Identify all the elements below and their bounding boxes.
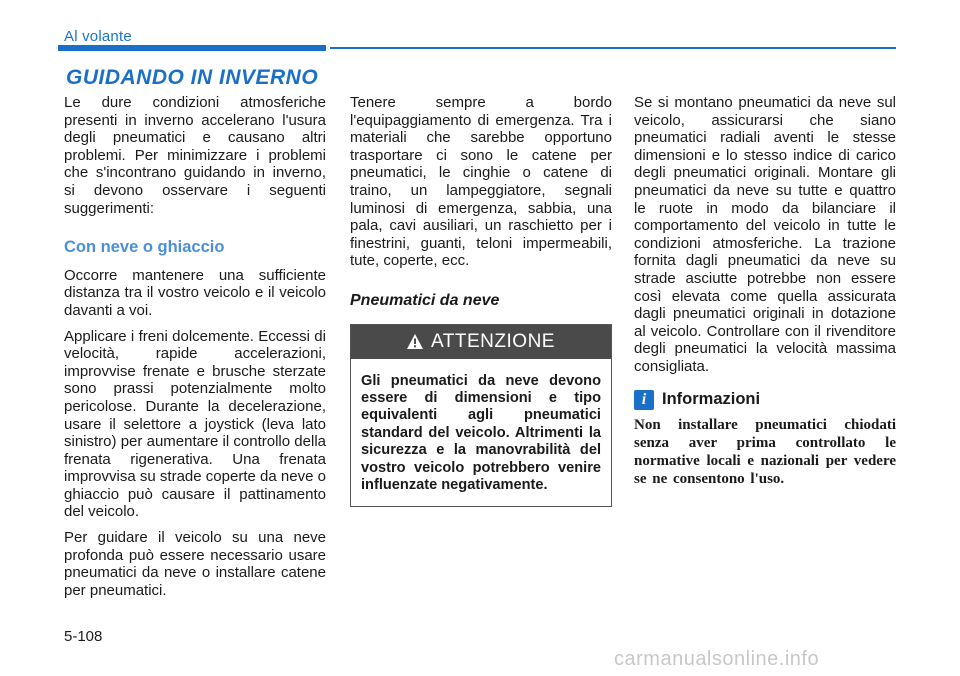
warning-box — [350, 324, 612, 508]
section-label: Al volante — [64, 28, 132, 45]
intro-paragraph: Le dure condizioni atmosferiche presenti in inverno accelerano l'usura degli pneumatici e causano altri problemi. Per minimizzare i problemi che s'incontrano guidando in inverno, si devono osservare i seguenti suggerimenti: — [64, 94, 326, 217]
watermark: carmanualsonline.info — [614, 648, 820, 670]
paragraph-distance: Occorre mantenere una sufficiente distanza tra il vostro veicolo e il veicolo davanti a voi. — [64, 266, 326, 319]
header-rule-thick — [58, 45, 326, 51]
warning-body: Gli pneumatici da neve devono essere di dimensioni e tipo equivalenti agli pneumatici standard del veicolo. Altrimenti la sicurezza e la manovrabilità del vostro veicolo potrebbero venire influenzate negativamente. — [361, 372, 601, 493]
column-middle — [350, 94, 612, 507]
info-icon: i — [634, 390, 654, 410]
warning-header — [351, 325, 611, 359]
warning-triangle-icon — [407, 334, 423, 349]
info-title: Informazioni — [662, 389, 761, 408]
page-number: 5-108 — [64, 628, 103, 645]
paragraph-deep-snow: Per guidare il veicolo su una neve profonda può essere necessario usare pneumatici da neve o installare catene per pneumatici. — [64, 529, 326, 599]
header-rule-thin — [330, 47, 896, 49]
subheading-snow-tires: Pneumatici da neve — [350, 291, 500, 309]
paragraph-snow-tire-fitting: Se si montano pneumatici da neve sul veicolo, assicurarsi che siano pneumatici radiali aventi le stesse dimensioni e lo stesso indice di carico degli pneumatici originali. Montare gli pneumatici da neve su tutte e quattro le ruote in modo da bilanciare il comportamento del veicolo in tutte le condizioni atmosferiche. La trazione fornita dagli pneumatici da neve su strade asciutte potrebbe non essere così elevata come quella assicurata dagli pneumatici originali in dotazione al veicolo. Controllare con il rivenditore degli pneumatici la velocità massima consigliata. — [634, 94, 896, 375]
paragraph-braking: Applicare i freni dolcemente. Eccessi di velocità, rapide accelerazioni, improvvise frenate e brusche sterzate sono prassi potenzialmente molto pericolose. Durante la decelerazione, usare il selettore a joystick (leva lato sinistro) per aumentare il controllo della frenata rigenerativa. Una frenata improvvisa su strade coperte da neve o ghiaccio può causare il pattinamento del veicolo. — [64, 327, 326, 521]
warning-title: ATTENZIONE — [431, 330, 555, 352]
column-right — [634, 94, 896, 488]
subheading-snow-ice: Con neve o ghiaccio — [64, 238, 225, 257]
info-heading — [634, 390, 896, 410]
column-left — [64, 94, 326, 607]
info-body: Non installare pneumatici chiodati senza aver prima controllato le normative locali e nazionali per vedere se ne consentono l'uso. — [634, 416, 896, 487]
paragraph-emergency-kit: Tenere sempre a bordo l'equipaggiamento di emergenza. Tra i materiali che sarebbe opportuno trasportare ci sono le catene per pneumatici, le cinghie o catene di traino, un lampeggiatore, segnali luminosi di emergenza, sabbia, una pala, cavi ausiliari, un raschietto per i finestrini, guanti, teloni impermeabili, tute, coperte, ecc. — [350, 94, 612, 270]
page-title: GUIDANDO IN INVERNO — [66, 66, 319, 89]
